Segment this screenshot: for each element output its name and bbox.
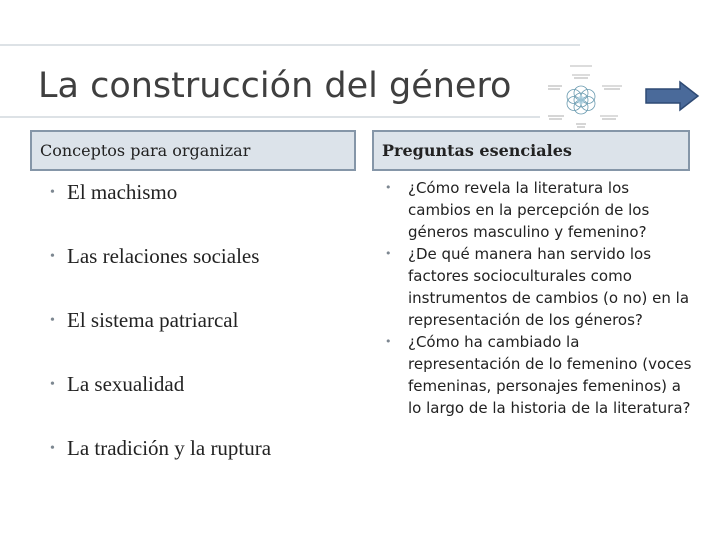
question-text: ¿Cómo ha cambiado la representación de lo femenino (voces femeninas, personajes femeninos) a lo largo de la historia de la literatura? — [408, 333, 692, 417]
bullet-icon: • — [50, 249, 55, 264]
concepts-list — [30, 170, 356, 490]
right-arrow-icon[interactable] — [644, 80, 700, 112]
top-decor-underline — [0, 0, 720, 31]
title-rule-top — [0, 44, 580, 46]
concept-text: Las relaciones sociales — [67, 244, 260, 268]
concepts-header-label: Conceptos para organizar — [40, 141, 251, 160]
list-item — [385, 177, 695, 243]
list-item — [385, 243, 695, 331]
list-item — [30, 234, 356, 298]
concepts-header — [30, 130, 356, 171]
title-rule-bottom — [0, 116, 540, 118]
list-item — [30, 298, 356, 362]
list-item — [385, 331, 695, 419]
bullet-icon: • — [50, 377, 55, 392]
concept-text: El sistema patriarcal — [67, 308, 239, 332]
list-item — [30, 170, 356, 234]
questions-header-label: Preguntas esenciales — [382, 141, 572, 160]
bullet-icon: • — [50, 441, 55, 456]
bullet-icon: • — [385, 181, 392, 194]
questions-header — [372, 130, 690, 171]
list-item — [30, 362, 356, 426]
list-item — [30, 426, 356, 490]
concept-diagram-thumbnail — [546, 58, 626, 130]
bullet-icon: • — [385, 335, 392, 348]
question-text: ¿Cómo revela la literatura los cambios en la percepción de los géneros masculino y femenino? — [408, 179, 650, 241]
slide-title: La construcción del género — [38, 66, 512, 106]
concept-text: El machismo — [67, 180, 178, 204]
question-text: ¿De qué manera han servido los factores socioculturales como instrumentos de cambios (o no) en la representación de los géneros? — [408, 245, 690, 329]
bullet-icon: • — [50, 313, 55, 328]
concept-text: La sexualidad — [67, 372, 185, 396]
concept-text: La tradición y la ruptura — [67, 436, 272, 460]
bullet-icon: • — [50, 185, 55, 200]
bullet-icon: • — [385, 247, 392, 260]
flower-diagram-icon — [546, 58, 626, 130]
questions-list — [385, 177, 695, 419]
